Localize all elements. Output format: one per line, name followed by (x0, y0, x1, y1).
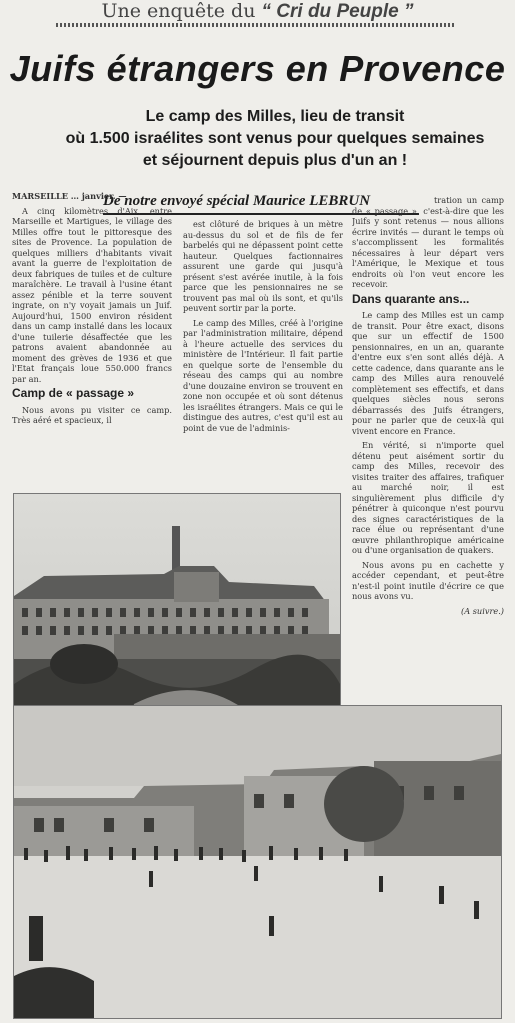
byline: De notre envoyé spécial Maurice LEBRUN (103, 191, 419, 215)
paragraph: Le camp des Milles est un camp de transit. Pour être exact, disons que sur un effectif de 1500 pensionnaires, en un an, quarante d'entre eux s'en sont allés déjà. A cette cadence, dans quarante ans le camp des Milles aura renouvelé complètement ses effectifs, et dans quelques siècles nous serons débarrassés des Juifs étrangers, pour ne parler que de ceux-là qui vivent encore en France. (352, 310, 504, 436)
dateline: MARSEILLE … janvier. — (12, 191, 127, 201)
paragraph: tration un camp de « passage », c'est-à-dire que les Juifs y sont retenus — nous allions écrire invités — durant le temps où s'accomplissent les formalités nécessaires à leur départ vers l'Amérique, le Mexique et tous endroits où l'on veut encore les recevoir. (352, 195, 504, 289)
to-be-continued: (A suivre.) (461, 605, 504, 616)
article-column-1 (12, 191, 172, 476)
paragraph: Nous avons pu en cachette y accéder cependant, et peut-être n'est-il point inutile d'écrire ce que nous avons vu. (352, 559, 504, 601)
paragraph: A cinq kilomètres d'Aix, entre Marseille et Martigues, le village des Milles offre tout le pittoresque des sites de Provence. La population de quelques milliers d'habitants vivait avant la guerre de l'exploitation de deux fabriques de tuiles et de culture maraîchère. Le travail à l'usine étant assez pénible et la terre souvent ingrate, on n'y voyait jamais un Juif. Aujourd'hui, 1500 environ résident dans un camp installé dans les locaux d'une tuilerie désaffectée que les patrons avaient abandonnée au moment des grèves de 1936 et que l'Etat français loue 550.000 francs par an. (12, 205, 172, 384)
paragraph: En vérité, si n'importe quel détenu peut aisément sortir du camp des Milles, recevoir des visites traiter des affaires, trafiquer au marché noir, il est singulièrement plus difficile d'y pénétrer à quiconque n'est pourvu des signes caractéristiques de la race élue ou représentant d'une œuvre philanthropique américaine ou d'une organisation de quakers. (352, 440, 504, 555)
paragraph: Le camp des Milles, créé à l'origine par l'administration militaire, dépend à l'heure actuelle des services du ministère de l'Intérieur. Il fait partie en quelque sorte de l'ensemble du réseau des camps qui au nombre d'une douzaine environ se trouvent en zone non occupée et où sont détenus les israélites étrangers. Mais ce qui le distingue des autres, c'est qu'il est au point de vue de l'adminis- (183, 317, 343, 433)
kicker-prefix: Une enquête du (101, 0, 256, 22)
deck-line: Le camp des Milles, lieu de transit (145, 108, 405, 125)
deck-line: et séjournent depuis plus d'un an ! (142, 152, 408, 169)
subhead: Dans quarante ans... (352, 291, 470, 306)
paragraph: Nous avons pu visiter ce camp. Très aéré et spacieux, il (12, 404, 172, 425)
article-column-3 (352, 195, 504, 705)
subhead: Camp de « passage » (12, 386, 135, 400)
photo-camp-yard (13, 705, 502, 1019)
decorative-rule (56, 23, 456, 27)
paragraph: est clôturé de briques à un mètre au-dessus du sol et de fils de fer barbelés qui ne dépassent point cette hauteur. Quelques factionnaires assurent une garde qui jusqu'à présent s'est avérée inutile, à la fois parce que les pensionnaires ne se trouvent pas mal où ils sont, et qu'ils peuvent sortir par la porte. (183, 219, 343, 313)
kicker-brand: “ Cri du Peuple ” (261, 1, 414, 22)
kicker (0, 0, 515, 22)
deck (60, 106, 490, 172)
headline: Juifs étrangers en Provence (9, 48, 506, 89)
article-column-2 (183, 219, 343, 476)
deck-line: où 1.500 israélites sont venus pour quelques semaines (65, 130, 485, 147)
